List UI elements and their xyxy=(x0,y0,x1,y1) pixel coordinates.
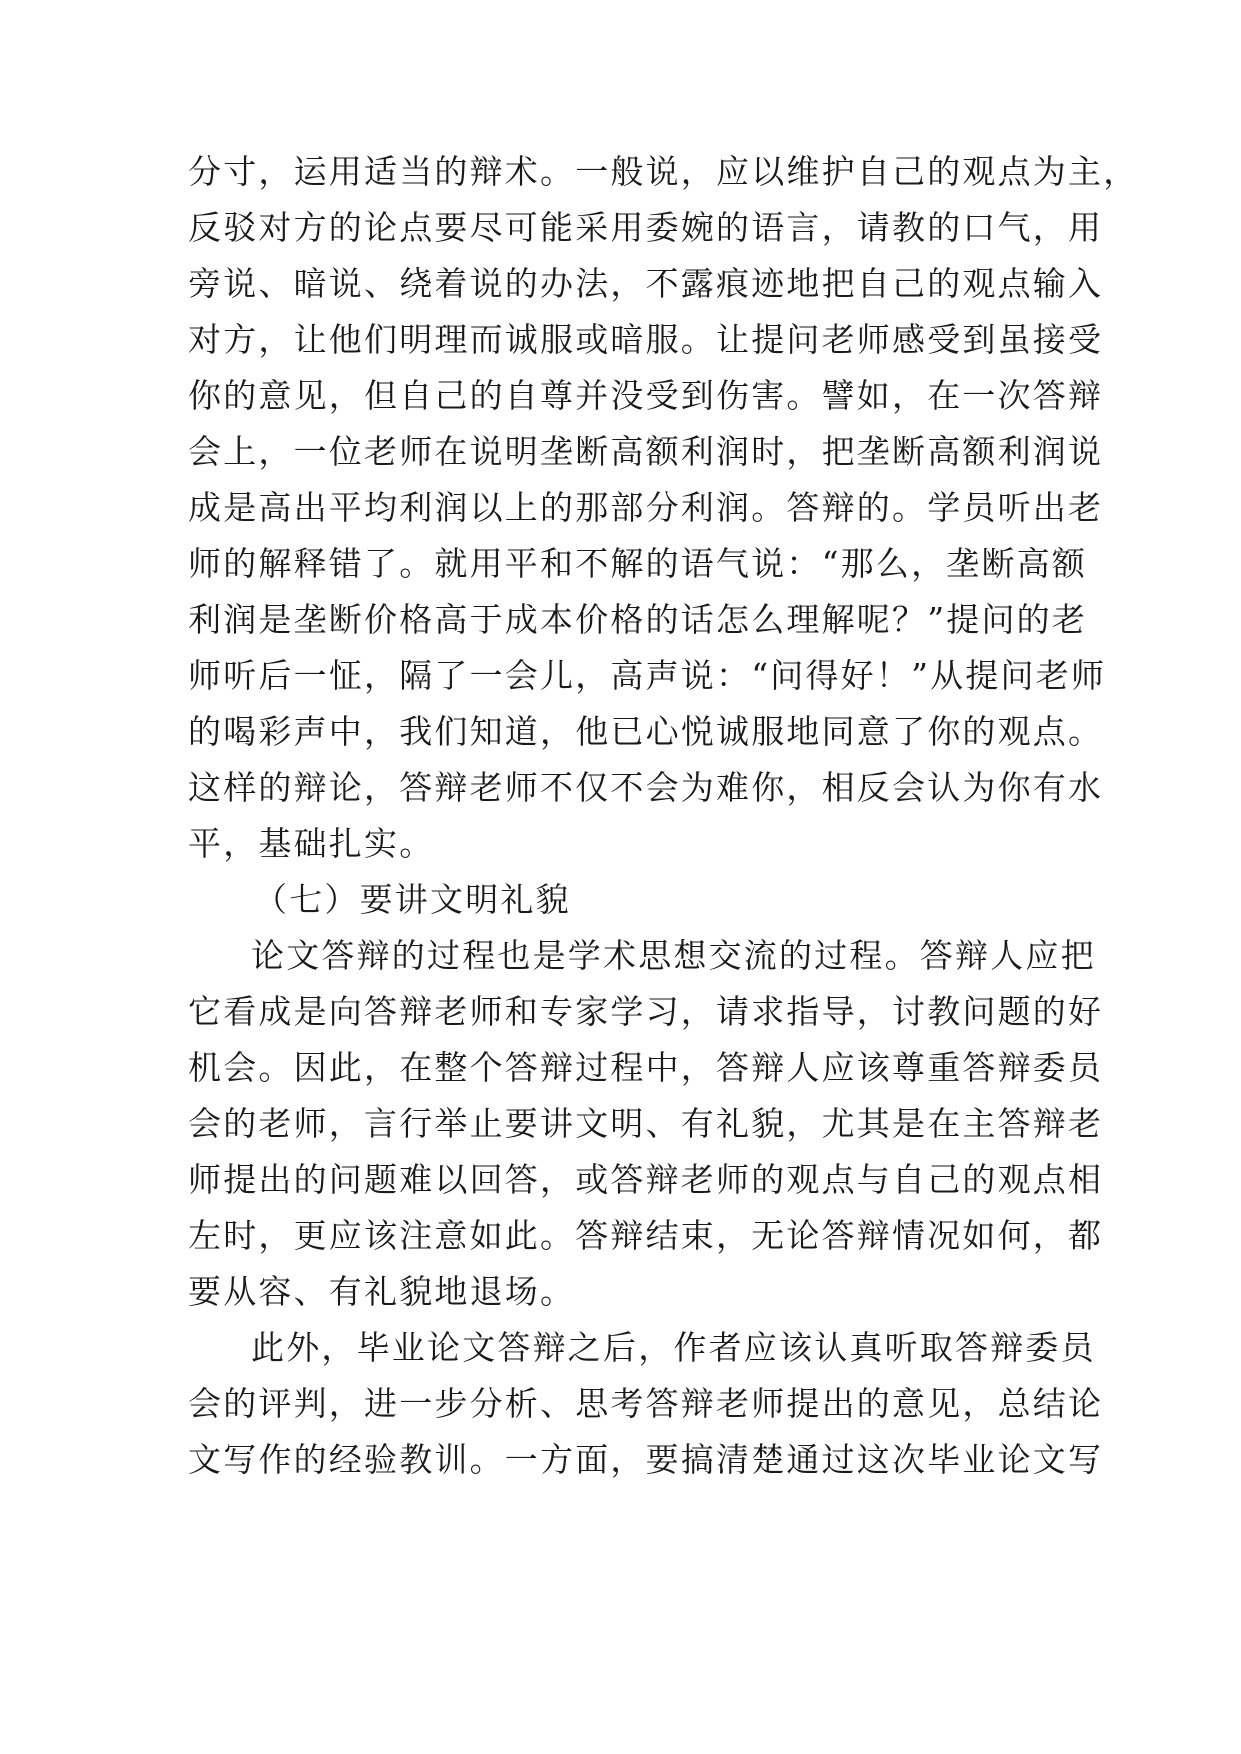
text-line: 对方，让他们明理而诚服或暗服。让提问老师感受到虽接受 xyxy=(188,320,1104,359)
text-line: 成是高出平均利润以上的那部分利润。答辩的。学员听出老 xyxy=(188,488,1104,527)
text-line: 文写作的经验教训。一方面，要搞清楚通过这次毕业论文写 xyxy=(188,1440,1104,1479)
text-line: 的喝彩声中，我们知道，他已心悦诚服地同意了你的观点。 xyxy=(188,712,1104,751)
text-line: 这样的辩论，答辩老师不仅不会为难你，相反会认为你有水 xyxy=(188,768,1104,807)
text-line: 师的解释错了。就用平和不解的语气说：“那么，垄断高额 xyxy=(188,544,1088,583)
text-line: 你的意见，但自己的自尊并没受到伤害。譬如，在一次答辩 xyxy=(188,376,1104,415)
text-line: 它看成是向答辩老师和专家学习，请求指导，讨教问题的好 xyxy=(188,992,1104,1031)
text-line: 师提出的问题难以回答，或答辩老师的观点与自己的观点相 xyxy=(188,1160,1104,1199)
text-line: 平，基础扎实。 xyxy=(188,824,435,863)
text-line: 左时，更应该注意如此。答辩结束，无论答辩情况如何，都 xyxy=(188,1216,1104,1255)
text-line: 旁说、暗说、绕着说的办法，不露痕迹地把自己的观点输入 xyxy=(188,264,1104,303)
text-line: 利润是垄断价格高于成本价格的话怎么理解呢？”提问的老 xyxy=(188,600,1088,639)
text-line: 会的评判，进一步分析、思考答辩老师提出的意见，总结论 xyxy=(188,1384,1104,1423)
text-line: 分寸，运用适当的辩术。一般说，应以维护自己的观点为主， xyxy=(188,152,1139,191)
text-line: 要从容、有礼貌地退场。 xyxy=(188,1272,576,1311)
text-line: 此外，毕业论文答辩之后，作者应该认真听取答辩委员 xyxy=(251,1328,1096,1367)
text-line: 会上，一位老师在说明垄断高额利润时，把垄断高额利润说 xyxy=(188,432,1104,471)
text-line: 机会。因此，在整个答辩过程中，答辩人应该尊重答辩委员 xyxy=(188,1048,1104,1087)
text-line: 师听后一怔，隔了一会儿，高声说：“问得好！”从提问老师 xyxy=(188,656,1107,695)
text-line: 反驳对方的论点要尽可能采用委婉的语言，请教的口气，用 xyxy=(188,208,1104,247)
text-line: 论文答辩的过程也是学术思想交流的过程。答辩人应把 xyxy=(251,936,1096,975)
text-line: 会的老师，言行举止要讲文明、有礼貌，尤其是在主答辩老 xyxy=(188,1104,1104,1143)
section-heading: （七）要讲文明礼貌 xyxy=(254,880,571,919)
